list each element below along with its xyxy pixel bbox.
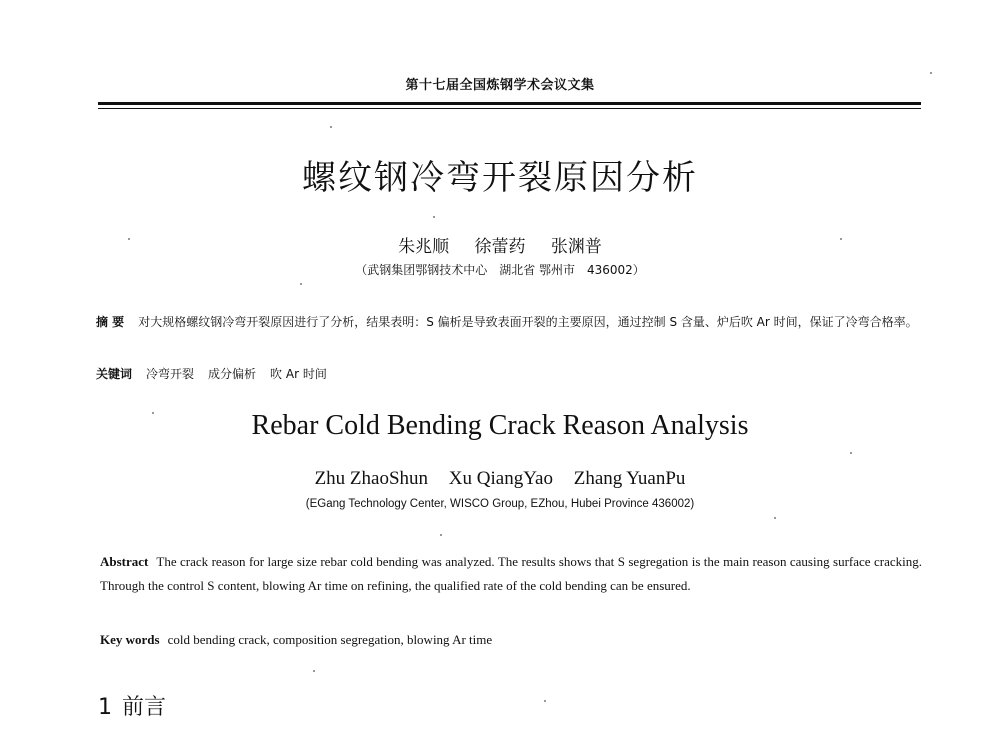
keyword-cn-1: 冷弯开裂	[146, 367, 195, 381]
section-number: 1	[98, 695, 112, 720]
keywords-en-text: cold bending crack, composition segregation, blowing Ar time	[167, 632, 493, 647]
scan-speck	[930, 72, 932, 74]
keywords-en-label: Key words	[100, 632, 160, 647]
header-rule-thick	[98, 102, 921, 105]
affiliation-chinese: （武钢集团鄂钢技术中心 湖北省 鄂州市 436002）	[355, 263, 645, 277]
abstract-en-text: The crack reason for large size rebar cold bending was analyzed. The results shows that S segregation is the main reason causing surface cracking. Through the control S content, blowing Ar time on refining, the qualified rate of the cold bending can be ensured.	[100, 554, 922, 593]
scan-speck	[128, 238, 130, 240]
scan-speck	[544, 700, 546, 702]
header-rule-thin	[98, 108, 921, 109]
abstract-chinese	[96, 311, 922, 333]
scan-speck	[440, 534, 442, 536]
scan-speck	[313, 670, 315, 672]
affiliation-english: (EGang Technology Center, WISCO Group, EZhou, Hubei Province 436002)	[305, 498, 695, 510]
authors-chinese	[0, 232, 1000, 257]
paper-title-chinese: 螺纹钢冷弯开裂原因分析	[302, 158, 698, 198]
scan-speck	[152, 412, 154, 414]
keywords-cn-label: 关键词	[96, 367, 133, 381]
keywords-chinese	[96, 363, 922, 385]
keyword-cn-2: 成分偏析	[208, 367, 257, 381]
paper-title-english: Rebar Cold Bending Crack Reason Analysis	[251, 410, 749, 441]
running-header: 第十七届全国炼钢学术会议文集	[405, 78, 595, 93]
author-cn-1: 朱兆顺	[398, 237, 450, 257]
author-en-3: Zhang YuanPu	[573, 468, 686, 489]
scan-speck	[850, 452, 852, 454]
abstract-en-label: Abstract	[100, 554, 149, 569]
section-title: 前言	[122, 695, 167, 720]
scan-speck	[840, 238, 842, 240]
abstract-cn-label: 摘 要	[96, 315, 125, 329]
section-heading	[98, 690, 166, 721]
author-cn-3: 张渊普	[550, 237, 602, 257]
author-en-2: Xu QiangYao	[448, 468, 553, 489]
scan-speck	[433, 216, 435, 218]
author-cn-2: 徐蕾药	[474, 237, 526, 257]
authors-english	[0, 468, 1000, 490]
abstract-english	[100, 550, 922, 598]
abstract-cn-text: 对大规格螺纹钢冷弯开裂原因进行了分析，结果表明：S 偏析是导致表面开裂的主要原因，通过控制 S 含量、炉后吹 Ar 时间，保证了冷弯合格率。	[138, 315, 918, 329]
keyword-cn-3: 吹 Ar 时间	[270, 367, 327, 381]
scan-speck	[774, 517, 776, 519]
scan-speck	[300, 283, 302, 285]
scan-speck	[330, 126, 332, 128]
keywords-english	[100, 632, 922, 648]
author-en-1: Zhu ZhaoShun	[314, 468, 429, 489]
